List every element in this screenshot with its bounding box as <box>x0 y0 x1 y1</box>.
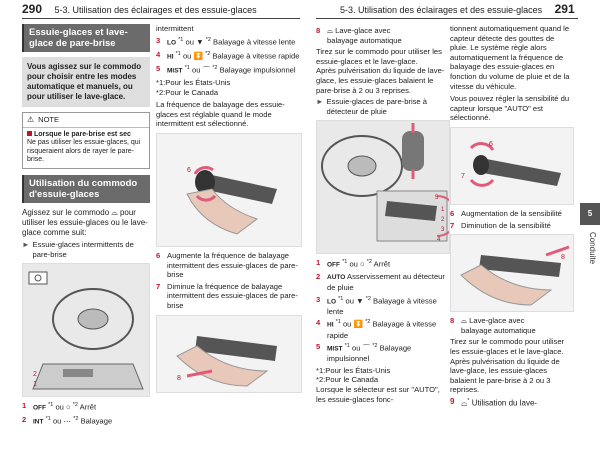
double-arrow-down-icon: ⏬ <box>353 319 363 329</box>
note-body <box>23 128 149 168</box>
note-title: NOTE <box>38 115 60 124</box>
sensitivity-illustration <box>451 128 574 204</box>
lever-pull-illustration <box>157 316 302 392</box>
wiper-icon: ⌓ <box>111 207 118 217</box>
step-5-mist: 5 MIST $^{*1}$ ou ⌒ $^{*2}$ Balayage impulsionnel <box>156 63 296 75</box>
footnote-2: *2:Pour le Canada <box>156 87 219 97</box>
svg-text:4: 4 <box>437 237 441 244</box>
washer-paragraph-2: Après pulvérisation du liquide de lave-glace, les essuie-glaces balaient le pare-brise à 2 ou 3 reprises. <box>316 66 445 95</box>
svg-text:1: 1 <box>441 207 445 214</box>
washer-paragraph-1: Tirez sur le commodo pour utiliser les essuie-glaces et le lave-glace. <box>450 337 565 356</box>
footnote-2: *2:Pour le Canada <box>316 375 379 385</box>
bullet-square-icon <box>27 131 32 136</box>
step-2-auto: 2 AUTO Asservissement au détecteur de pluie <box>316 272 445 293</box>
lead-text-a: Agissez sur le commodo <box>22 207 110 217</box>
step-8-washer: 8 ⌓ Lave-glace avec balayage automatique <box>450 316 536 335</box>
column-1 <box>22 24 150 429</box>
step-1-off: 1 OFF $^{*1}$ ou ○ $^{*2}$ Arrêt <box>22 401 97 412</box>
section-title-wipers: Essuie-glaces et lave-glace de pare-brise <box>22 24 150 52</box>
double-arrow-down-icon: ⏬ <box>193 51 203 61</box>
svg-text:1: 1 <box>33 381 37 389</box>
column-2 <box>156 24 302 397</box>
frequency-paragraph: La fréquence de balayage des essuie-glaces est réglable quand le mode intermittent est sélectionné. <box>156 100 285 129</box>
svg-text:7: 7 <box>461 172 465 180</box>
column-4 <box>450 24 574 410</box>
note-heading: Lorsque le pare-brise est sec <box>34 130 131 138</box>
figure-sensitivity <box>450 127 574 205</box>
figure-number-8: 8 <box>561 254 565 262</box>
footnote-1: *1:Pour les États-Unis <box>156 77 231 87</box>
rain-sensor-illustration <box>317 121 450 253</box>
washer-icon: ⌓ <box>461 316 468 326</box>
mist-icon: ⌒ <box>362 343 371 353</box>
lead-text-b: pour utiliser les essuie-glaces ou le lave-glace comme suit: <box>22 207 148 237</box>
figure-dashboard <box>22 263 150 397</box>
svg-text:2: 2 <box>441 217 445 224</box>
washer-paragraph-1: Tirez sur le commodo pour utiliser les essuie-glaces et le lave-glace. <box>316 47 442 66</box>
right-running-title: 5-3. Utilisation des éclairages et des essuie-glaces <box>340 5 543 15</box>
figure-lever-pull-2 <box>450 234 574 312</box>
column-3 <box>316 24 450 404</box>
washer-icon: ⌓ <box>327 26 334 35</box>
figure-number-6: 6 <box>187 166 191 174</box>
sensitivity-paragraph: Vous pouvez régler la sensibilité du capteur lorsque "AUTO" est sélectionné. <box>450 94 570 123</box>
lever-pull-illustration-2 <box>451 235 574 311</box>
step-7-decrease: 7 Diminue la fréquence de balayage intermittent des essuie-glaces de pare-brise <box>156 281 298 310</box>
arrow-down-icon: ▼ <box>356 296 364 306</box>
off-circle-icon: ○ <box>360 259 365 269</box>
figure-lever-rotate <box>156 133 302 247</box>
svg-text:2: 2 <box>33 371 37 379</box>
intermittent-icon: ⋯ <box>63 416 72 426</box>
figure-number-8: 8 <box>177 374 181 382</box>
lever-rotate-illustration <box>157 134 302 246</box>
chapter-label: Conduite <box>588 232 597 265</box>
svg-text:3: 3 <box>441 227 445 234</box>
right-page-number: 291 <box>554 2 575 16</box>
bullet-rain-sensor: ► Essuie-glaces de pare-brise à détecteur de pluie <box>316 97 427 116</box>
triangle-bullet-icon: ► <box>316 97 324 107</box>
off-circle-icon: ○ <box>66 402 71 412</box>
note-header <box>23 113 149 128</box>
step-2-int: 2 INT $^{*1}$ ou ⋯ $^{*2}$ Balayage <box>22 415 113 426</box>
figure-lever-pull <box>156 315 302 393</box>
left-header-rule <box>22 18 300 19</box>
bullet-intermittent: ► Essuie-glaces intermittents de pare-brise <box>22 239 134 259</box>
note-text: Ne pas utiliser les essuie-glaces, qui risqueraient alors de rayer le pare-brise. <box>27 139 141 164</box>
left-page-number: 290 <box>22 2 43 16</box>
step-7-sensitivity-down: 7 Diminution de la sensibilité <box>450 220 551 230</box>
section-title-lever: Utilisation du commodo d'essuie-glaces <box>22 175 150 203</box>
washer-paragraph-2: Après pulvérisation du liquide de lave-glace, les essuie-glaces balaient le pare-brise à 2 ou 3 reprises. <box>450 356 560 395</box>
svg-text:5: 5 <box>435 195 439 202</box>
svg-text:6: 6 <box>489 140 493 148</box>
chapter-tab: 5 <box>580 203 600 225</box>
step-5-mist-auto: 5 MIST $^{*1}$ ou ⌒ $^{*2}$ Balayage impulsionnel <box>316 342 412 364</box>
figure-rain-sensor <box>316 120 450 254</box>
step-6-increase: 6 Augmente la fréquence de balayage intermittent des essuie-glaces de pare-brise <box>156 250 298 280</box>
auto-paragraph-cont: tionnent automatiquement quand le capteur détecte des gouttes de pluie. Le système règle alors automatiquement la fréquence de balayage des essuie-glaces en fonction du volume de pluie et de la vitesse du véhicule. <box>450 24 570 91</box>
step-3-lo: 3 LO $^{*1}$ ou ▼ $^{*2}$ Balayage à vitesse lente <box>156 35 296 47</box>
step-8-washer: 8 ⌓ Lave-glace avec balayage automatique <box>316 26 402 45</box>
step-4-hi-auto: 4 HI $^{*1}$ ou ⏬ $^{*2}$ Balayage à vitesse rapide <box>316 318 437 340</box>
step-4-hi: 4 HI $^{*1}$ ou ⏬ $^{*2}$ Balayage à vitesse rapide <box>156 49 300 61</box>
auto-paragraph: Lorsque le sélecteur est sur "AUTO", les essuie-glaces fonc- <box>316 385 440 404</box>
step-6-sensitivity-up: 6 Augmentation de la sensibilité <box>450 208 562 218</box>
warning-icon: ⚠ <box>27 115 35 124</box>
dashboard-illustration <box>23 264 150 396</box>
step-1-off-auto: 1 OFF $^{*1}$ ou ○ $^{*2}$ Arrêt <box>316 258 391 269</box>
footnote-1: *1:Pour les États-Unis <box>316 365 391 375</box>
note-box <box>22 112 150 169</box>
step-9-washer: 9 ⌓* Utilisation du lave- <box>450 396 538 408</box>
step-3-lo-auto: 3 LO $^{*1}$ ou ▼ $^{*2}$ Balayage à vitesse lente <box>316 294 437 316</box>
left-running-title: 5-3. Utilisation des éclairages et des essuie-glaces <box>54 5 257 15</box>
intro-box: Vous agissez sur le commodo pour choisir entre les modes automatique et manuels, ou pour utiliser le lave-glace. <box>22 57 150 107</box>
triangle-bullet-icon: ► <box>22 239 30 249</box>
lever-lead <box>22 208 150 238</box>
arrow-down-icon: ▼ <box>196 37 204 47</box>
right-header-rule <box>316 18 578 19</box>
mist-icon: ⌒ <box>202 65 211 75</box>
right-header <box>340 0 575 18</box>
left-header <box>22 0 257 18</box>
rear-washer-icon: ⌓ <box>461 398 468 408</box>
continuation-text: intermittent <box>156 24 194 33</box>
